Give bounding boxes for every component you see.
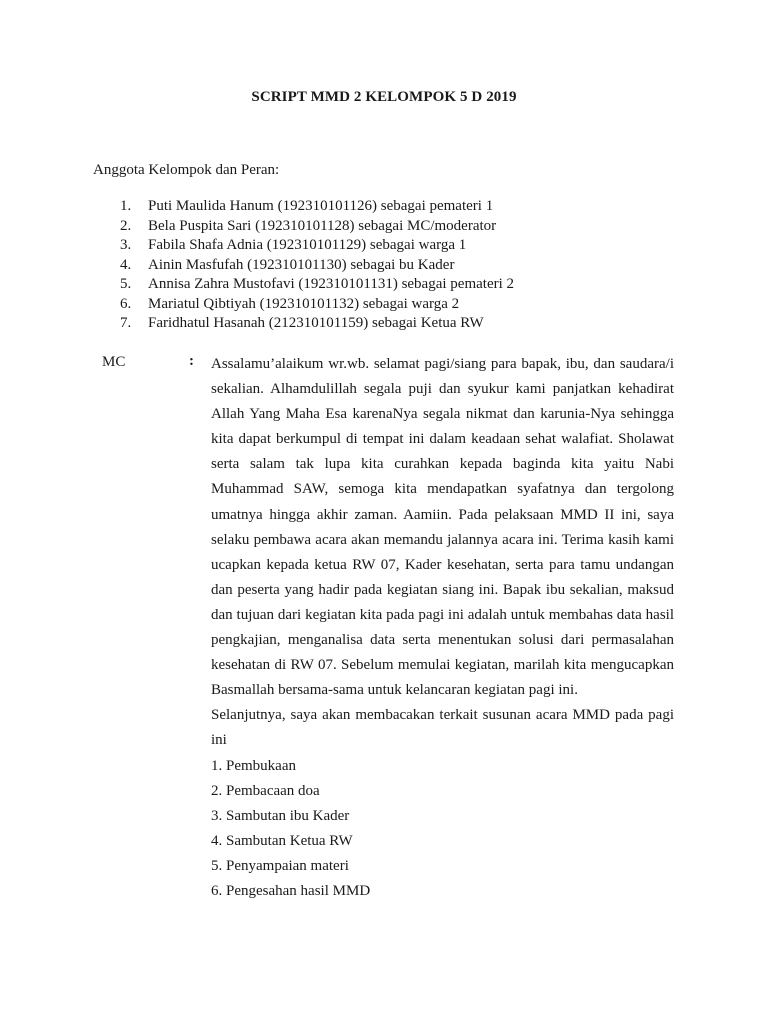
agenda-item: 4. Sambutan Ketua RW	[211, 832, 353, 849]
members-heading: Anggota Kelompok dan Peran:	[93, 162, 280, 178]
speaker-label: MC	[102, 354, 126, 370]
member-entry: Bela Puspita Sari (192310101128) sebagai MC/moderator	[148, 217, 497, 234]
speech-paragraph-agenda-intro: Selanjutnya, saya akan membacakan terkait susunan acara MMD pada pagi ini	[211, 707, 674, 749]
list-number: 2.	[120, 217, 132, 234]
agenda-item: 1. Pembukaan	[211, 757, 296, 774]
agenda-item: 6. Pengesahan hasil MMD	[211, 882, 371, 899]
list-number: 5.	[120, 276, 132, 292]
list-number: 3.	[120, 237, 132, 253]
speech-block	[211, 352, 674, 904]
list-number: 7.	[120, 315, 132, 331]
list-number: 6.	[120, 295, 132, 312]
agenda-item: 3. Sambutan ibu Kader	[211, 807, 350, 824]
agenda-item: 2. Pembacaan doa	[211, 782, 320, 799]
member-entry: Puti Maulida Hanum (192310101126) sebagai pemateri 1	[148, 198, 494, 214]
agenda-item: 5. Penyampaian materi	[211, 857, 349, 874]
document-title: SCRIPT MMD 2 KELOMPOK 5 D 2019	[251, 89, 517, 105]
member-entry: Mariatul Qibtiyah (192310101132) sebagai warga 2	[148, 295, 460, 312]
speaker-colon: :	[189, 353, 194, 369]
agenda-list	[211, 754, 674, 904]
member-entry: Fabila Shafa Adnia (192310101129) sebagai warga 1	[148, 237, 467, 253]
member-entry: Annisa Zahra Mustofavi (192310101131) sebagai pemateri 2	[148, 276, 515, 292]
list-number: 4.	[120, 256, 132, 273]
member-entry: Faridhatul Hasanah (212310101159) sebagai Ketua RW	[148, 315, 484, 331]
member-entry: Ainin Masfufah (192310101130) sebagai bu Kader	[148, 256, 455, 273]
speech-paragraph-opening: Assalamu’alaikum wr.wb. selamat pagi/siang para bapak, ibu, dan saudara/i sekalian. Alhamdulillah segala puji dan syukur kami panjatkan kehadirat Allah Yang Maha Esa karenaNya segala nikmat dan karunia-Nya sehingga kita dapat berkumpul di tempat ini dalam keadaan sehat walafiat. Sholawat serta salam tak lupa kita curahkan kepada baginda kita yaitu Nabi Muhammad SAW, semoga kita mendapatkan syafatnya dan tergolong umatnya hingga akhir zaman. Aamiin. Pada pelaksaan MMD II ini, saya selaku pembawa acara akan memandu jalannya acara ini. Terima kasih kami ucapkan kepada ketua RW 07, Kader kesehatan, serta para tamu undangan dan peserta yang hadir pada kegiatan siang ini. Bapak ibu sekalian, maksud dan tujuan dari kegiatan kita pada pagi ini adalah untuk membahas data hasil pengkajian, menganalisa data serta menentukan solusi dari permasalahan kesehatan di RW 07. Sebelum memulai kegiatan, marilah kita mengucapkan Basmallah bersama-sama untuk kelancaran kegiatan pagi ini.	[211, 356, 674, 699]
list-number: 1.	[120, 198, 132, 214]
